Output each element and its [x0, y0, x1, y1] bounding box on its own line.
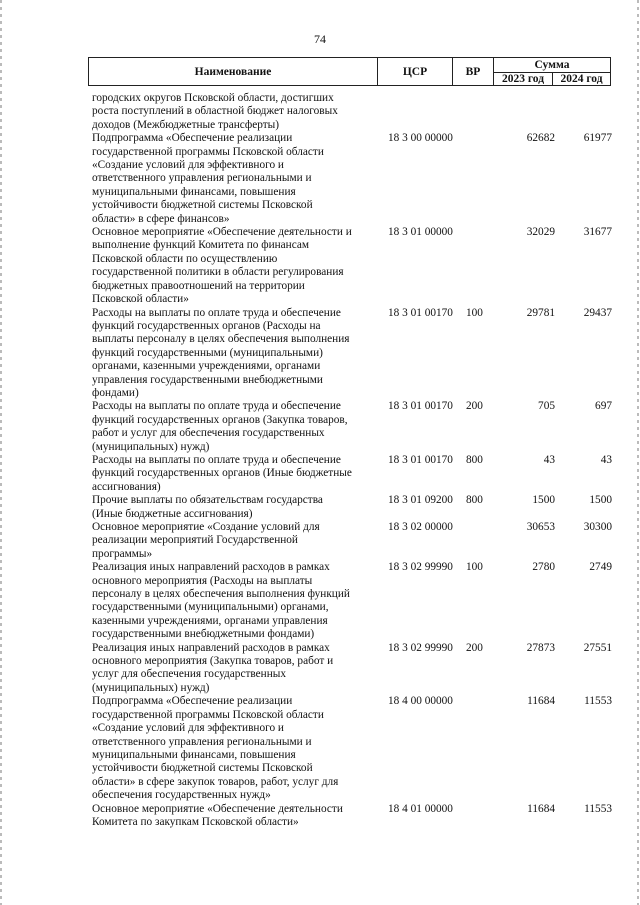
row-sum-2023 [496, 92, 555, 132]
table-row [92, 132, 612, 226]
header-csr: ЦСР [377, 57, 453, 86]
row-sum-2024: 2749 [589, 561, 612, 574]
row-csr: 18 3 01 00170 [388, 400, 453, 413]
row-name: Подпрограмма «Обеспечение реализации государственной программы Псковской области «Создание условий для эффективного и ответственного управления региональными и муниципальными финансами, повышения устойчивости бюджетной системы Псковской области» в сфере финансов» [92, 132, 324, 225]
row-vr: 800 [466, 494, 483, 507]
row-vr [466, 132, 496, 226]
row-sum-2023: 27873 [526, 641, 555, 654]
row-name: городских округов Псковской области, достигших роста поступлений в областной бюджет налоговых доходов (Межбюджетные трансферты) [92, 92, 338, 131]
header-year-2023: 2023 год [493, 72, 553, 86]
row-vr [466, 92, 496, 132]
row-sum-2024: 31677 [583, 226, 612, 239]
row-name: Реализация иных направлений расходов в рамках основного мероприятия (Закупка товаров, работ и услуг для обеспечения государственных (муниципальных) нужд) [92, 641, 334, 694]
table-row [92, 494, 612, 521]
row-csr: 18 3 02 99990 [388, 641, 453, 654]
row-vr [466, 803, 496, 830]
row-sum-2024: 697 [595, 400, 612, 413]
row-sum-2024: 43 [600, 453, 612, 466]
row-vr: 100 [466, 306, 483, 319]
row-csr [382, 92, 466, 132]
row-csr: 18 3 01 00000 [388, 226, 453, 239]
row-csr: 18 3 02 00000 [388, 521, 453, 533]
scan-edge-right [637, 0, 639, 905]
row-sum-2023: 11684 [527, 802, 555, 815]
row-sum-2023: 2780 [532, 561, 555, 574]
row-name: Подпрограмма «Обеспечение реализации государственной программы Псковской области «Создание условий для эффективного и ответственного управления региональными и муниципальными финансами, повышения устойчивости бюджетной системы Псковской области» в сфере закупок товаров, работ, услуг для обеспечения государственных нужд» [92, 695, 339, 802]
row-name: Основное мероприятие «Создание условий для реализации мероприятий Государственной программы» [92, 521, 320, 560]
row-sum-2023: 705 [538, 400, 555, 413]
row-vr [466, 226, 496, 306]
row-sum-2023: 1500 [532, 494, 555, 507]
table-row [92, 454, 612, 494]
row-csr: 18 3 02 99990 [388, 561, 453, 574]
row-name: Расходы на выплаты по оплате труда и обеспечение функций государственных органов (Закупка товаров, работ и услуг для обеспечения государственных (муниципальных) нужд) [92, 400, 348, 453]
row-vr: 800 [466, 453, 483, 466]
row-sum-2023: 11684 [527, 695, 555, 708]
row-sum-2024 [555, 92, 612, 132]
table-row [92, 521, 612, 561]
row-name: Основное мероприятие «Обеспечение деятельности и выполнение функций Комитета по финансам Псковской области по осуществлению государственной политики в области регулирования бюджетных правоотношений на территории Псковской области» [92, 226, 352, 306]
row-sum-2023: 30653 [526, 521, 555, 533]
table-header [88, 57, 611, 86]
header-sum: Сумма [493, 57, 611, 73]
scan-edge-left [0, 0, 2, 905]
row-name: Расходы на выплаты по оплате труда и обеспечение функций государственных органов (Расходы на выплаты персоналу в целях обеспечения выполнения функций государственными (муниципальными) органами, казенными учреждениями, органами управления государственными внебюджетными фондами) [92, 306, 350, 399]
row-sum-2023: 32029 [526, 226, 555, 239]
table-row [92, 695, 612, 802]
row-sum-2024: 27551 [583, 641, 612, 654]
row-name: Реализация иных направлений расходов в рамках основного мероприятия (Расходы на выплаты персоналу в целях обеспечения выполнения функций государственными (муниципальными) органами, казенными учреждениями, органами управления государственными внебюджетными фондами) [92, 561, 350, 641]
row-vr: 200 [466, 641, 483, 654]
row-sum-2024: 11553 [584, 695, 612, 708]
row-sum-2024: 29437 [583, 306, 612, 319]
row-vr [466, 521, 496, 561]
row-sum-2024: 61977 [583, 132, 612, 145]
table-row [92, 561, 612, 641]
row-csr: 18 3 00 00000 [388, 132, 453, 145]
row-vr: 200 [466, 400, 483, 413]
row-sum-2024: 1500 [589, 494, 612, 507]
row-sum-2024: 30300 [583, 521, 612, 533]
row-sum-2024: 11553 [584, 802, 612, 815]
row-name: Расходы на выплаты по оплате труда и обеспечение функций государственных органов (Иные бюджетные ассигнования) [92, 453, 352, 493]
row-name: Основное мероприятие «Обеспечение деятельности Комитета по закупкам Псковской области» [92, 802, 343, 828]
row-vr [466, 695, 496, 802]
table-row [92, 642, 612, 696]
row-csr: 18 3 01 00170 [388, 306, 453, 319]
table-row [92, 803, 612, 830]
row-sum-2023: 62682 [526, 132, 555, 145]
row-csr: 18 3 01 09200 [388, 494, 453, 507]
table-body [92, 92, 612, 829]
page-number: 74 [314, 32, 326, 46]
header-year-2024: 2024 год [552, 72, 611, 86]
table-row [92, 307, 612, 401]
header-vr: ВР [452, 57, 494, 86]
row-sum-2023: 43 [543, 453, 555, 466]
row-csr: 18 4 00 00000 [388, 695, 453, 708]
row-csr: 18 3 01 00170 [388, 453, 453, 466]
row-name: Прочие выплаты по обязательствам государства (Иные бюджетные ассигнования) [92, 494, 323, 520]
row-sum-2023: 29781 [526, 306, 555, 319]
table-row [92, 226, 612, 306]
table-row [92, 92, 612, 132]
row-vr: 100 [466, 561, 483, 574]
header-name: Наименование [88, 57, 378, 86]
row-csr: 18 4 01 00000 [388, 802, 453, 815]
table-row [92, 400, 612, 454]
